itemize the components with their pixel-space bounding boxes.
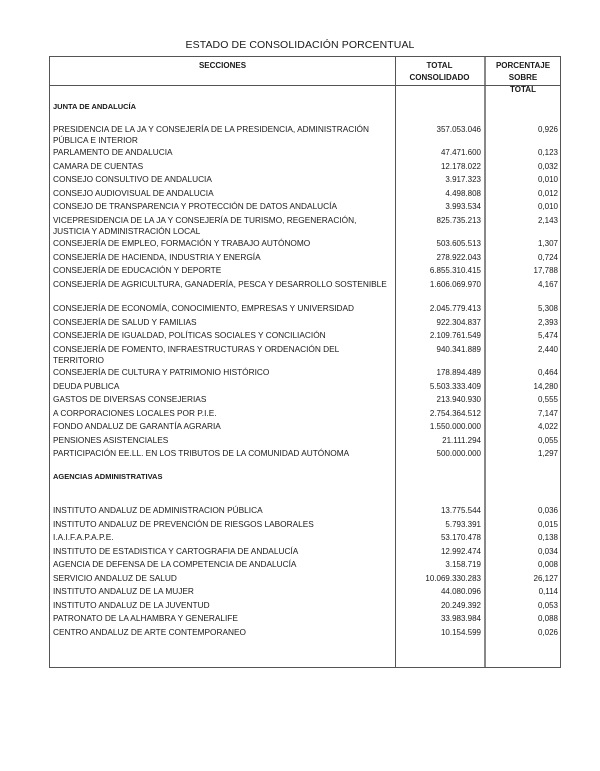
porcentaje: 17,788 (533, 266, 558, 275)
porcentaje: 1,297 (537, 449, 558, 458)
document-title: ESTADO DE CONSOLIDACIÓN PORCENTUAL (185, 39, 415, 51)
porcentaje: 0,015 (537, 519, 558, 529)
total-consolidado: 20.249.392 (440, 600, 481, 610)
section-name: PATRONATO DE LA ALHAMBRA Y GENERALIFE (53, 613, 238, 623)
porcentaje: 0,464 (537, 368, 558, 377)
total-consolidado: 3.917.323 (445, 175, 481, 184)
total-consolidado: 3.158.719 (445, 560, 481, 569)
total-consolidado: 12.992.474 (440, 546, 481, 556)
total-consolidado: 10.154.599 (440, 627, 481, 637)
porcentaje: 7,147 (537, 408, 558, 418)
total-consolidado: 213.940.930 (436, 395, 481, 404)
section-name: PARTICIPACIÓN EE.LL. EN LOS TRIBUTOS DE LA COMUNIDAD AUTÓNOMA (53, 448, 350, 458)
header-porcentaje (485, 60, 561, 96)
section-name: CONSEJERÍA DE SALUD Y FAMILIAS (53, 316, 197, 327)
total-consolidado: 33.983.984 (440, 614, 481, 623)
section-name: CONSEJO AUDIOVISUAL DE ANDALUCIA (53, 187, 214, 198)
porcentaje: 0,055 (537, 435, 558, 445)
total-consolidado: 1.606.069.970 (429, 279, 481, 289)
total-consolidado: 2.109.761.549 (429, 331, 481, 340)
total-consolidado: 53.170.478 (440, 533, 481, 542)
total-consolidado: 825.735.213 (436, 215, 481, 225)
total-consolidado: 2.045.779.413 (429, 304, 481, 313)
section-name: GASTOS DE DIVERSAS CONSEJERIAS (53, 394, 207, 404)
porcentaje: 26,127 (533, 573, 558, 583)
section-name: INSTITUTO ANDALUZ DE ADMINISTRACION PÚBLICA (53, 505, 263, 515)
section-name: DEUDA PUBLICA (53, 380, 120, 391)
porcentaje: 2,393 (537, 317, 558, 327)
porcentaje: 2,143 (537, 215, 558, 225)
total-consolidado: 278.922.043 (436, 252, 481, 262)
header-pct-line1: PORCENTAJE SOBRE (495, 61, 551, 82)
porcentaje: 2,440 (537, 344, 558, 354)
section-name: CONSEJERÍA DE IGUALDAD, POLÍTICAS SOCIALES Y CONCILIACIÓN (53, 330, 326, 340)
porcentaje: 0,724 (537, 252, 558, 262)
porcentaje: 0,010 (537, 175, 558, 184)
section-name: CONSEJERÍA DE HACIENDA, INDUSTRIA Y ENERGÍA (53, 251, 261, 262)
section-name: I.A.I.F.A.P.A.P.E. (53, 532, 114, 542)
total-consolidado: 3.993.534 (445, 202, 481, 211)
section-name: INSTITUTO DE ESTADISTICA Y CARTOGRAFIA DE ANDALUCÍA (53, 545, 299, 556)
total-consolidado: 940.341.889 (436, 344, 481, 354)
porcentaje: 1,307 (537, 239, 558, 248)
section-name: PENSIONES ASISTENCIALES (53, 434, 169, 445)
porcentaje: 4,022 (537, 422, 558, 431)
total-consolidado: 357.053.046 (436, 125, 481, 134)
section-name: A CORPORACIONES LOCALES POR P.I.E. (53, 407, 217, 418)
header-total-line1: TOTAL (426, 61, 453, 70)
porcentaje: 0,032 (537, 161, 558, 171)
section-name: VICEPRESIDENCIA DE LA JA Y CONSEJERÍA DE TURISMO, REGENERACIÓN, JUSTICIA Y ADMINISTRACIÓN LOCAL (53, 214, 357, 236)
porcentaje: 0,555 (537, 395, 558, 404)
porcentaje: 0,138 (537, 533, 558, 542)
section-name: INSTITUTO ANDALUZ DE LA MUJER (53, 586, 194, 596)
section-name: PARLAMENTO DE ANDALUCIA (53, 147, 173, 157)
total-consolidado: 500.000.000 (436, 449, 481, 458)
porcentaje: 14,280 (533, 381, 558, 391)
total-consolidado: 47.471.600 (440, 148, 481, 157)
header-secciones: SECCIONES (198, 61, 247, 70)
consolidation-table (49, 56, 561, 668)
total-consolidado: 4.498.808 (445, 188, 481, 198)
section-name: INSTITUTO ANDALUZ DE PREVENCIÓN DE RIESGOS LABORALES (53, 518, 314, 529)
total-consolidado: 21.111.294 (442, 435, 481, 445)
section-name: AGENCIA DE DEFENSA DE LA COMPETENCIA DE ANDALUCÍA (53, 559, 297, 569)
porcentaje: 0,114 (538, 587, 558, 596)
porcentaje: 0,088 (537, 614, 558, 623)
porcentaje: 5,308 (537, 304, 558, 313)
porcentaje: 4,167 (537, 279, 558, 289)
section-name: CONSEJO DE TRANSPARENCIA Y PROTECCIÓN DE DATOS ANDALUCÍA (53, 201, 338, 211)
porcentaje: 0,053 (537, 600, 558, 610)
porcentaje: 5,474 (537, 331, 558, 340)
total-consolidado: 503.605.513 (436, 239, 481, 248)
section-name: CONSEJERÍA DE CULTURA Y PATRIMONIO HISTÓRICO (53, 367, 270, 377)
section-name: INSTITUTO ANDALUZ DE LA JUVENTUD (53, 599, 210, 610)
section-name: CENTRO ANDALUZ DE ARTE CONTEMPORANEO (53, 626, 247, 637)
porcentaje: 0,010 (537, 202, 558, 211)
porcentaje: 0,008 (537, 560, 558, 569)
total-consolidado: 5.793.391 (445, 519, 481, 529)
group-heading: JUNTA DE ANDALUCÍA (53, 102, 137, 111)
porcentaje: 0,036 (537, 506, 558, 515)
porcentaje: 0,926 (537, 125, 558, 134)
section-name: CONSEJERÍA DE EDUCACIÓN Y DEPORTE (53, 265, 222, 275)
section-name: PRESIDENCIA DE LA JA Y CONSEJERÍA DE LA PRESIDENCIA, ADMINISTRACIÓN PÚBLICA E INTERIOR (53, 124, 369, 145)
header-pct-line2: TOTAL (510, 85, 536, 94)
total-consolidado: 5.503.333.409 (429, 381, 481, 391)
section-name: CONSEJERÍA DE FOMENTO, INFRAESTRUCTURAS Y ORDENACIÓN DEL TERRITORIO (53, 343, 339, 365)
total-consolidado: 10.069.330.283 (425, 573, 481, 583)
porcentaje: 0,034 (537, 546, 558, 556)
group-heading: AGENCIAS ADMINISTRATIVAS (53, 472, 163, 481)
header-total-consolidado (395, 60, 484, 84)
porcentaje: 0,026 (537, 627, 558, 637)
total-consolidado: 922.304.837 (436, 317, 481, 327)
section-name: CONSEJERÍA DE ECONOMÍA, CONOCIMIENTO, EMPRESAS Y UNIVERSIDAD (53, 303, 355, 313)
total-consolidado: 2.754.364.512 (429, 408, 481, 418)
header-total-line2: CONSOLIDADO (409, 73, 470, 82)
total-consolidado: 13.775.544 (440, 506, 481, 515)
section-name: FONDO ANDALUZ DE GARANTÍA AGRARIA (53, 421, 221, 431)
section-name: CONSEJERÍA DE AGRICULTURA, GANADERÍA, PESCA Y DESARROLLO SOSTENIBLE (53, 278, 387, 289)
porcentaje: 0,012 (537, 188, 558, 198)
porcentaje: 0,123 (537, 148, 558, 157)
section-name: CONSEJO CONSULTIVO DE ANDALUCIA (53, 174, 212, 184)
total-consolidado: 1.550.000.000 (429, 422, 481, 431)
total-consolidado: 178.894.489 (436, 368, 481, 377)
total-consolidado: 12.178.022 (440, 161, 481, 171)
section-name: CONSEJERÍA DE EMPLEO, FORMACIÓN Y TRABAJO AUTÓNOMO (53, 238, 311, 248)
total-consolidado: 44.080.096 (440, 587, 481, 596)
header-divider (50, 85, 560, 86)
section-name: SERVICIO ANDALUZ DE SALUD (53, 572, 177, 583)
section-name: CAMARA DE CUENTAS (53, 160, 144, 171)
total-consolidado: 6.855.310.415 (429, 266, 481, 275)
